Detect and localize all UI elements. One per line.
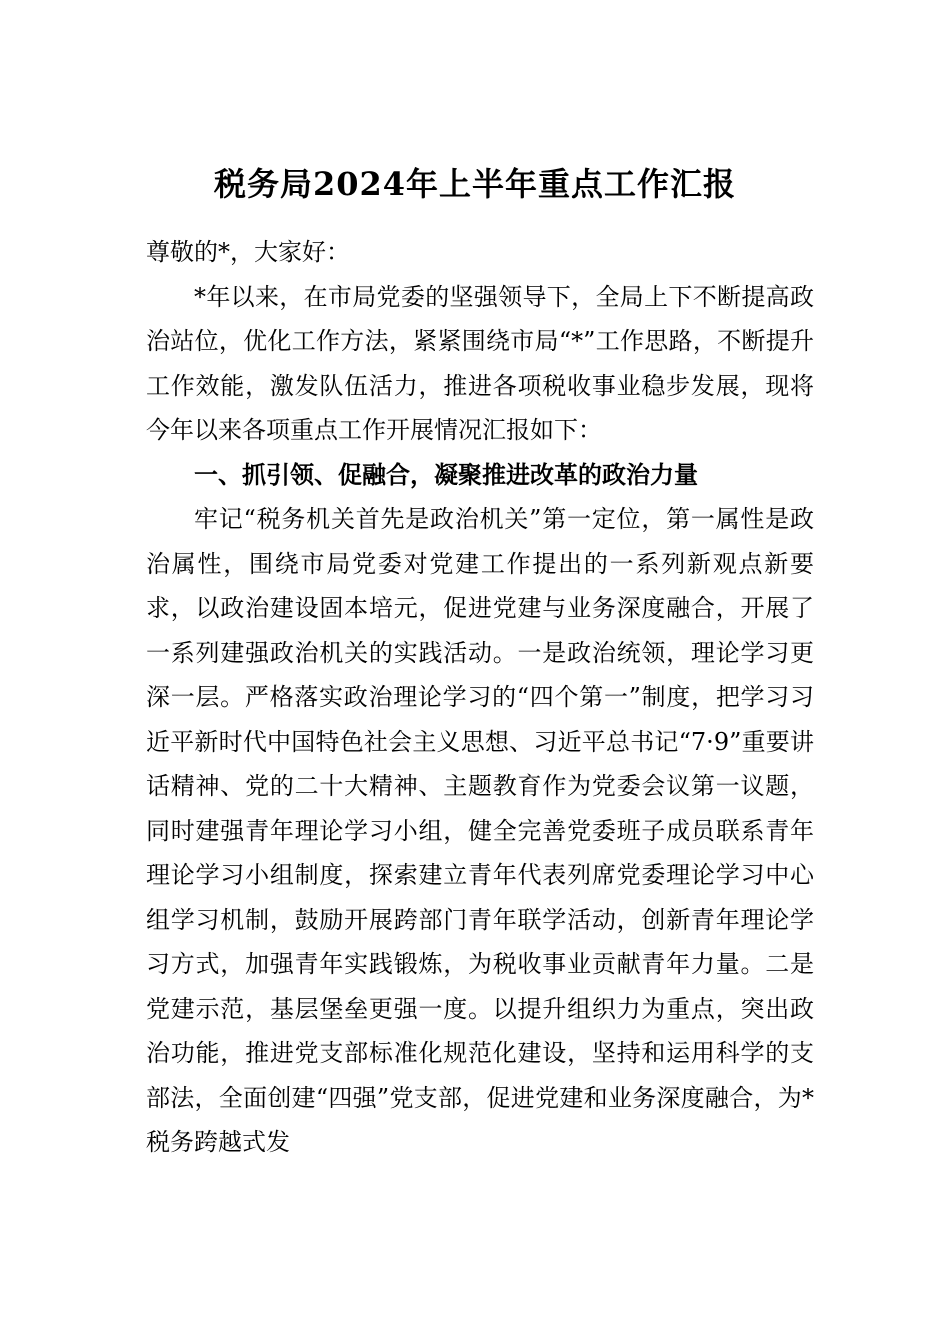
intro-paragraph: *年以来，在市局党委的坚强领导下，全局上下不断提高政治站位，优化工作方法，紧紧围绕市局“*”工作思路，不断提升工作效能，激发队伍活力，推进各项税收事业稳步发展，现将今年以来各项重点工作开展情况汇报如下： bbox=[146, 282, 814, 444]
document-title: 税务局2024年上半年重点工作汇报 bbox=[213, 165, 737, 203]
document-body bbox=[146, 230, 814, 1165]
section-paragraph-1: 牢记“税务机关首先是政治机关”第一定位，第一属性是政治属性，围绕市局党委对党建工作提出的一系列新观点新要求，以政治建设固本培元，促进党建与业务深度融合，开展了一系列建强政治机关的实践活动。一是政治统领，理论学习更深一层。严格落实政治理论学习的“四个第一”制度，把学习习近平新时代中国特色社会主义思想、习近平总书记“7·9”重要讲话精神、党的二十大精神、主题教育作为党委会议第一议题，同时建强青年理论学习小组，健全完善党委班子成员联系青年理论学习小组制度，探索建立青年代表列席党委理论学习中心组学习机制，鼓励开展跨部门青年联学活动，创新青年理论学习方式，加强青年实践锻炼，为税收事业贡献青年力量。二是党建示范，基层堡垒更强一度。以提升组织力为重点，突出政治功能，推进党支部标准化规范化建设，坚持和运用科学的支部法，全面创建“四强”党支部，促进党建和业务深度融合，为*税务跨越式发 bbox=[146, 505, 814, 1156]
section-heading-1: 一、抓引领、促融合，凝聚推进改革的政治力量 bbox=[194, 460, 698, 489]
salutation: 尊敬的*，大家好： bbox=[146, 238, 350, 266]
